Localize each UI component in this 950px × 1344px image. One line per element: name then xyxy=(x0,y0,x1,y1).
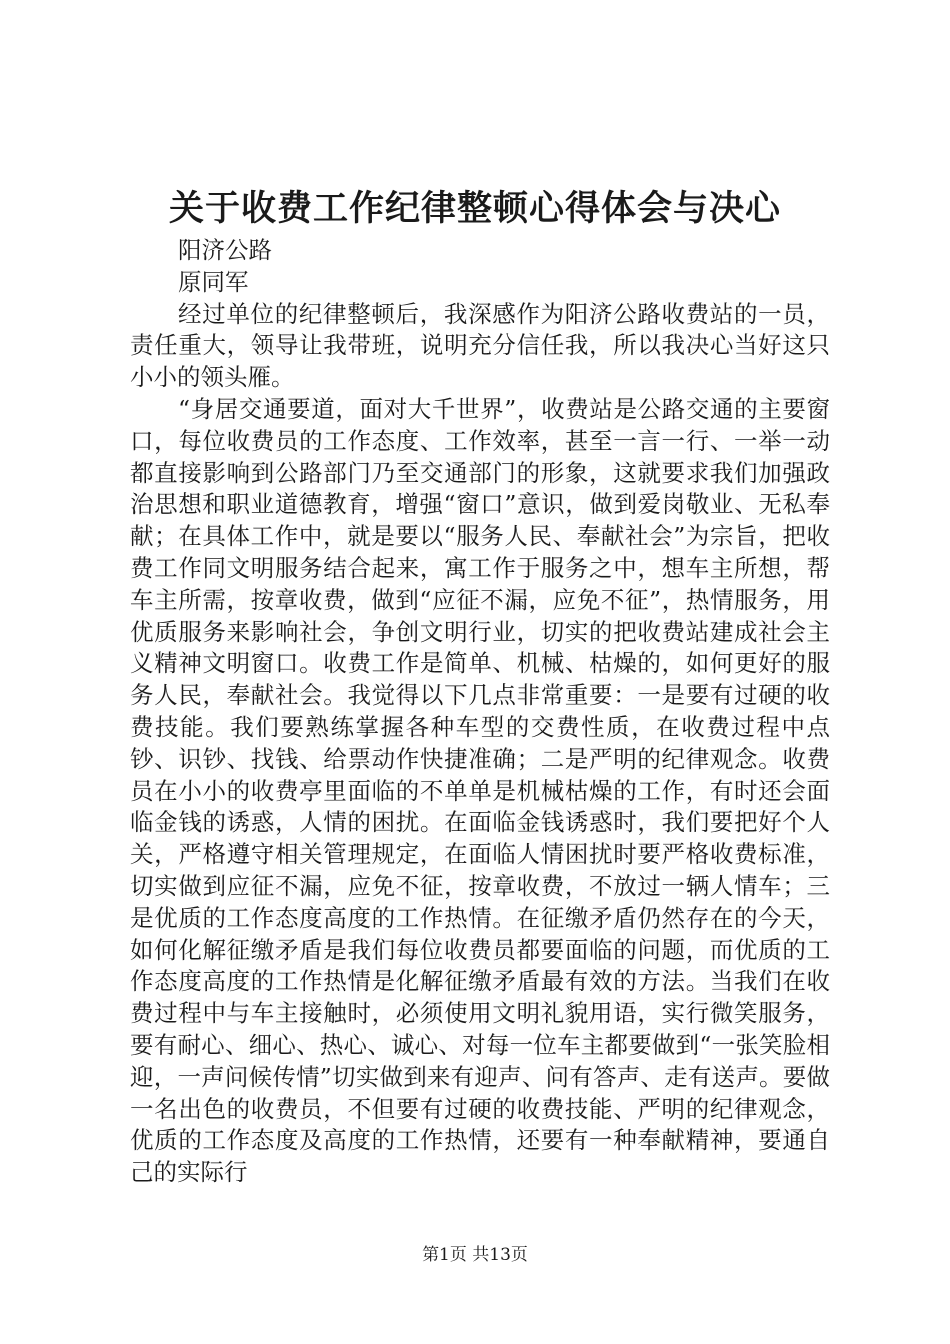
organization-line: 阳济公路 xyxy=(178,236,272,264)
document-title: 关于收费工作纪律整顿心得体会与决心 xyxy=(168,188,781,229)
document-body xyxy=(130,235,830,1189)
author-line: 原同军 xyxy=(178,267,249,296)
paragraph-2: “身居交通要道，面对大千世界”，收费站是公路交通的主要窗口，每位收费员的工作态度、工作效率，甚至一言一行、一举一动都直接影响到公路部门乃至交通部门的形象，这就要求我们加强政治思想和职业道德教育，增强“窗口”意识，做到爱岗敬业、无私奉献；在具体工作中，就是要以“服务人民、奉献社会”为宗旨，把收费工作同文明服务结合起来，寓工作于服务之中，想车主所想，帮车主所需，按章收费，做到“应征不漏，应免不征”，热情服务，用优质服务来影响社会，争创文明行业，切实的把收费站建成社会主义精神文明窗口。收费工作是简单、机械、枯燥的，如何更好的服务人民，奉献社会。我觉得以下几点非常重要：一是要有过硬的收费技能。我们要熟练掌握各种车型的交费性质，在收费过程中点钞、识钞、找钱、给票动作快捷准确；二是严明的纪律观念。收费员在小小的收费亭里面临的不单单是机械枯燥的工作，有时还会面临金钱的诱惑，人情的困扰。在面临金钱诱惑时，我们要把好个人关，严格遵守相关管理规定，在面临人情困扰时要严格收费标准，切实做到应征不漏，应免不征，按章收费，不放过一辆人情车；三是优质的工作态度高度的工作热情。在征缴矛盾仍然存在的今天，如何化解征缴矛盾是我们每位收费员都要面临的问题，而优质的工作态度高度的工作热情是化解征缴矛盾最有效的方法。当我们在收费过程中与车主接触时，必须使用文明礼貌用语，实行微笑服务，要有耐心、细心、热心、诚心、对每一位车主都要做到“一张笑脸相迎，一声问候传情”切实做到来有迎声、问有答声、走有送声。要做一名出色的收费员，不但要有过硬的收费技能、严明的纪律观念，优质的工作态度及高度的工作热情，还要有一种奉献精神，要通自己的实际行 xyxy=(130,394,830,1187)
page-footer: 第1页 共13页 xyxy=(422,1245,528,1265)
paragraph-1: 经过单位的纪律整顿后，我深感作为阳济公路收费站的一员，责任重大，领导让我带班，说明充分信任我，所以我决心当好这只小小的领头雁。 xyxy=(130,299,830,392)
